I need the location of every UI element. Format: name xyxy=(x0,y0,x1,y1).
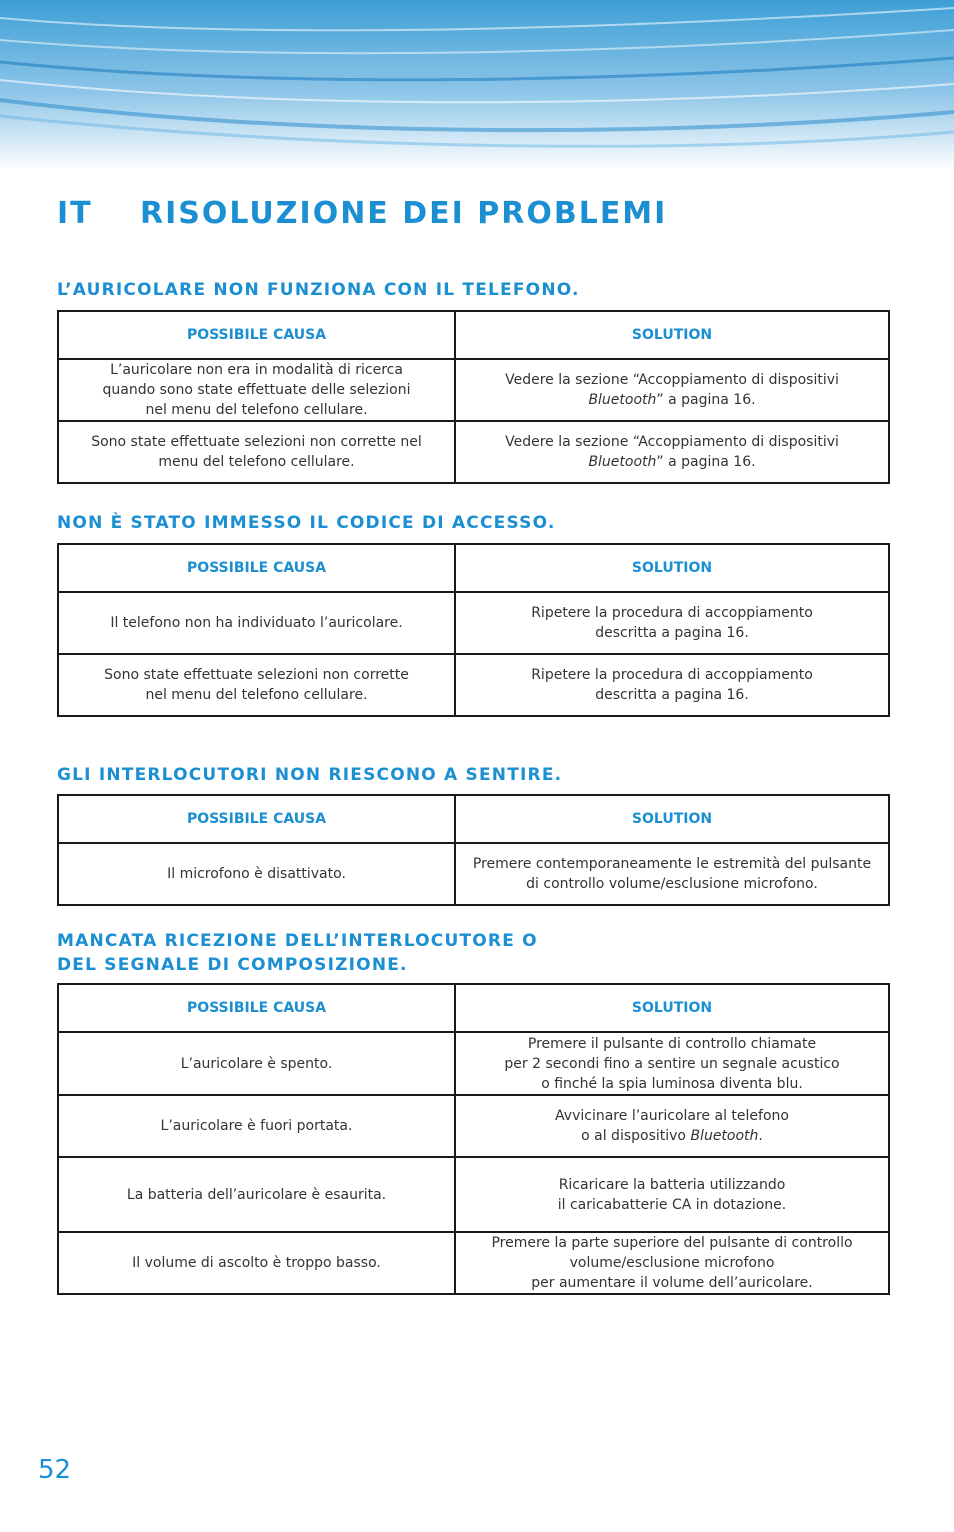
cause-cell: L’auricolare non era in modalità di ricerca quando sono state effettuate delle selezioni nel menu del telefono cellulare. xyxy=(58,359,455,421)
column-header-solution: SOLUTION xyxy=(455,544,889,592)
table-row xyxy=(58,843,889,905)
language-code: IT xyxy=(57,196,93,231)
cause-cell: Il volume di ascolto è troppo basso. xyxy=(58,1232,455,1294)
column-header-cause: POSSIBILE CAUSA xyxy=(58,795,455,843)
cause-cell: L’auricolare è fuori portata. xyxy=(58,1095,455,1157)
column-header-cause: POSSIBILE CAUSA xyxy=(58,544,455,592)
solution-cell: Vedere la sezione “Accoppiamento di dispositivi Bluetooth” a pagina 16. xyxy=(455,359,889,421)
solution-cell: Premere il pulsante di controllo chiamate per 2 secondi fino a sentire un segnale acustico o finché la spia luminosa diventa blu. xyxy=(455,1032,889,1095)
table-row xyxy=(58,654,889,716)
cause-cell: Il microfono è disattivato. xyxy=(58,843,455,905)
table-row xyxy=(58,421,889,483)
page-number: 52 xyxy=(38,1455,72,1485)
solution-cell: Ripetere la procedura di accoppiamento descritta a pagina 16. xyxy=(455,592,889,654)
cause-cell: L’auricolare è spento. xyxy=(58,1032,455,1095)
section-title-3: GLI INTERLOCUTORI NON RIESCONO A SENTIRE. xyxy=(57,765,563,785)
column-header-solution: SOLUTION xyxy=(455,795,889,843)
solution-cell: Avvicinare l’auricolare al telefono o al dispositivo Bluetooth. xyxy=(455,1095,889,1157)
solution-cell: Vedere la sezione “Accoppiamento di dispositivi Bluetooth” a pagina 16. xyxy=(455,421,889,483)
cause-cell: La batteria dell’auricolare è esaurita. xyxy=(58,1157,455,1232)
header-banner xyxy=(0,0,954,170)
cause-cell: Sono state effettuate selezioni non corrette nel menu del telefono cellulare. xyxy=(58,654,455,716)
column-header-cause: POSSIBILE CAUSA xyxy=(58,311,455,359)
troubleshoot-table-1 xyxy=(57,310,890,484)
table-row xyxy=(58,1232,889,1294)
page-title: RISOLUZIONE DEI PROBLEMI xyxy=(140,196,668,231)
cause-cell: Il telefono non ha individuato l’auricolare. xyxy=(58,592,455,654)
section-title-1: L’AURICOLARE NON FUNZIONA CON IL TELEFONO. xyxy=(57,280,580,300)
table-row xyxy=(58,359,889,421)
solution-cell: Premere la parte superiore del pulsante di controllo volume/esclusione microfono per aumentare il volume dell’auricolare. xyxy=(455,1232,889,1294)
column-header-cause: POSSIBILE CAUSA xyxy=(58,984,455,1032)
solution-cell: Ricaricare la batteria utilizzando il caricabatterie CA in dotazione. xyxy=(455,1157,889,1232)
solution-cell: Ripetere la procedura di accoppiamento descritta a pagina 16. xyxy=(455,654,889,716)
section-title-2: NON È STATO IMMESSO IL CODICE DI ACCESSO. xyxy=(57,513,556,533)
column-header-solution: SOLUTION xyxy=(455,311,889,359)
solution-cell: Premere contemporaneamente le estremità del pulsante di controllo volume/esclusione microfono. xyxy=(455,843,889,905)
troubleshoot-table-4 xyxy=(57,983,890,1295)
table-row xyxy=(58,592,889,654)
section-title-4: MANCATA RICEZIONE DELL’INTERLOCUTORE O DEL SEGNALE DI COMPOSIZIONE. xyxy=(57,931,538,975)
column-header-solution: SOLUTION xyxy=(455,984,889,1032)
table-row xyxy=(58,1157,889,1232)
troubleshoot-table-2 xyxy=(57,543,890,717)
table-row xyxy=(58,1032,889,1095)
cause-cell: Sono state effettuate selezioni non corrette nel menu del telefono cellulare. xyxy=(58,421,455,483)
troubleshoot-table-3 xyxy=(57,794,890,906)
table-row xyxy=(58,1095,889,1157)
